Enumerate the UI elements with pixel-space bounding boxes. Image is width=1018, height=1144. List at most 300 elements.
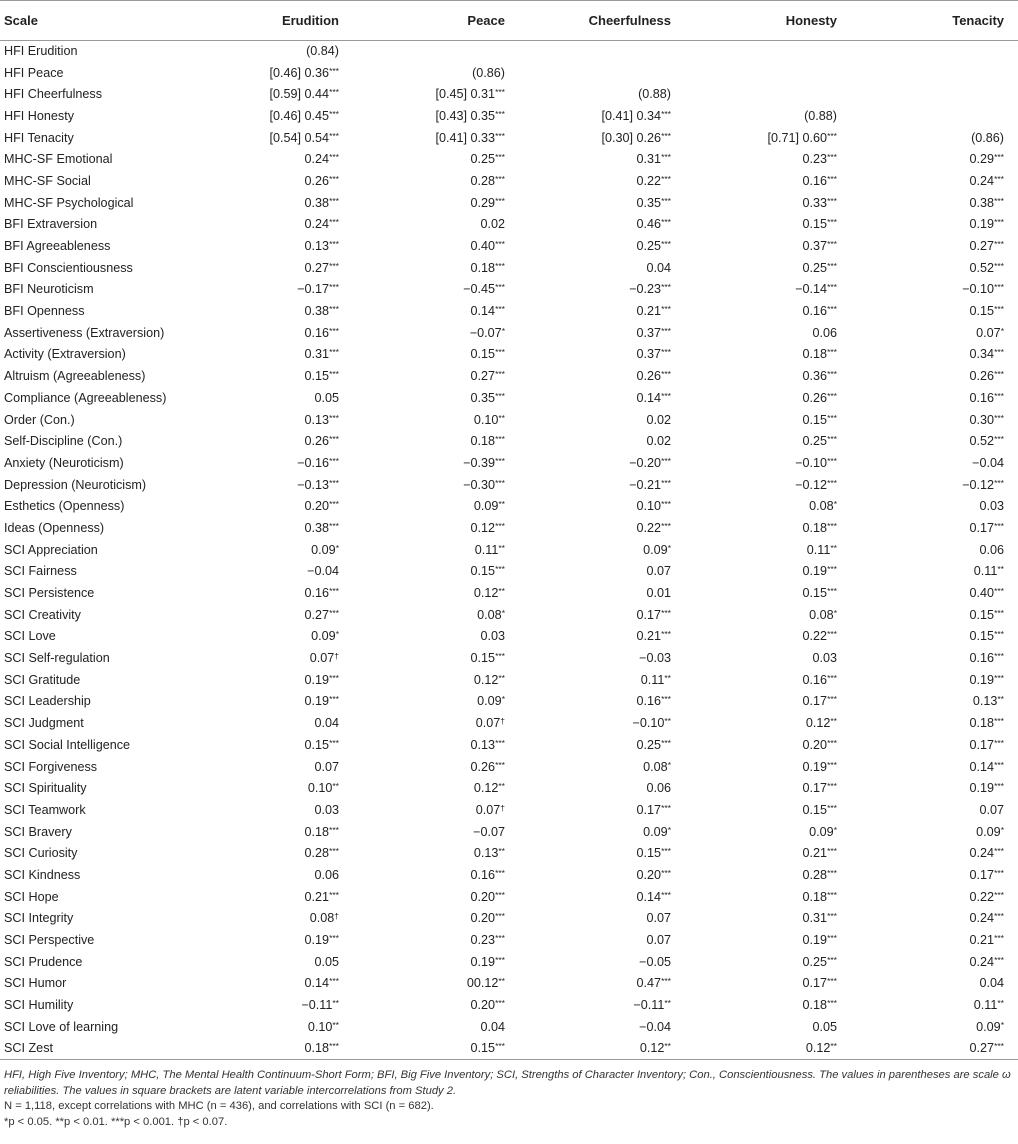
row-label: SCI Forgiveness — [4, 759, 98, 774]
table-cell: 00.12** — [466, 976, 505, 991]
table-cell: 0.46*** — [636, 217, 671, 232]
table-cell: −0.23*** — [629, 282, 671, 297]
row-label: BFI Agreeableness — [4, 239, 111, 254]
table-row — [0, 626, 1018, 648]
row-label: Compliance (Agreeableness) — [4, 390, 167, 405]
table-row — [0, 388, 1018, 410]
significance-mark: *** — [827, 672, 837, 683]
table-cell: 0.04 — [646, 260, 671, 275]
table-cell: 0.38*** — [304, 304, 339, 319]
table-cell: 0.07† — [475, 802, 505, 817]
row-label: BFI Extraversion — [4, 217, 98, 232]
significance-mark: *** — [827, 933, 837, 944]
significance-mark: *** — [661, 108, 671, 119]
header-honesty: Honesty — [685, 1, 851, 41]
table-cell — [685, 41, 851, 63]
table-cell: 0.27*** — [304, 260, 339, 275]
table-cell: 0.18*** — [802, 520, 837, 535]
significance-mark: *** — [329, 499, 339, 510]
table-cell: 0.15*** — [802, 586, 837, 601]
table-cell: 0.06 — [314, 867, 339, 882]
significance-mark: *** — [661, 499, 671, 510]
table-cell — [353, 41, 519, 63]
significance-mark: ** — [664, 716, 671, 727]
table-cell: 0.03 — [314, 802, 339, 817]
table-cell: 0.13** — [972, 694, 1004, 709]
table-row — [0, 344, 1018, 366]
table-cell: 0.15*** — [304, 369, 339, 384]
significance-mark: ** — [830, 542, 837, 553]
table-cell: 0.24*** — [969, 173, 1004, 188]
table-cell: 0.19*** — [969, 217, 1004, 232]
table-cell: 0.22*** — [969, 889, 1004, 904]
row-label: SCI Gratitude — [4, 672, 81, 687]
significance-mark: *** — [329, 607, 339, 618]
table-cell: 0.15*** — [304, 737, 339, 752]
table-cell: [0.46] 0.45*** — [269, 108, 339, 123]
table-cell: 0.15*** — [969, 629, 1004, 644]
significance-mark: * — [833, 499, 837, 510]
table-cell: 0.18*** — [470, 260, 505, 275]
significance-mark: *** — [994, 651, 1004, 662]
significance-mark: *** — [329, 65, 339, 76]
significance-mark: *** — [661, 217, 671, 228]
table-cell: 0.09* — [477, 694, 505, 709]
significance-mark: *** — [495, 455, 505, 466]
table-cell: 0.18*** — [304, 824, 339, 839]
table-cell: 0.08† — [309, 911, 339, 926]
significance-mark: *** — [495, 152, 505, 163]
row-label: MHC-SF Psychological — [4, 195, 134, 210]
table-cell: −0.21*** — [629, 477, 671, 492]
row-label: HFI Peace — [4, 65, 64, 80]
row-label: SCI Judgment — [4, 716, 84, 731]
table-cell: 0.09* — [311, 629, 339, 644]
table-cell: 0.12** — [805, 716, 837, 731]
significance-mark: *** — [329, 455, 339, 466]
table-cell: −0.39*** — [463, 455, 505, 470]
table-cell: 0.35*** — [470, 390, 505, 405]
significance-mark: ** — [997, 564, 1004, 575]
significance-mark: ** — [664, 1041, 671, 1052]
significance-mark: *** — [661, 976, 671, 987]
table-cell: 0.09* — [311, 542, 339, 557]
row-label: BFI Neuroticism — [4, 282, 94, 297]
significance-mark: *** — [329, 737, 339, 748]
table-cell: 0.25*** — [802, 954, 837, 969]
significance-mark: *** — [661, 694, 671, 705]
table-cell: −0.17*** — [297, 282, 339, 297]
table-cell: 0.07† — [475, 716, 505, 731]
table-cell: 0.17*** — [969, 867, 1004, 882]
table-row — [0, 236, 1018, 258]
significance-mark: *** — [994, 737, 1004, 748]
table-cell — [851, 62, 1018, 84]
significance-mark: *** — [495, 87, 505, 98]
significance-mark: *** — [827, 954, 837, 965]
significance-mark: *** — [994, 629, 1004, 640]
significance-mark: *** — [994, 933, 1004, 944]
table-cell: 0.24*** — [969, 954, 1004, 969]
table-cell: 0.35*** — [636, 195, 671, 210]
table-cell: 0.16*** — [636, 694, 671, 709]
header-tenacity: Tenacity — [851, 1, 1018, 41]
significance-mark: *** — [994, 390, 1004, 401]
significance-mark: *** — [661, 846, 671, 857]
significance-mark: *** — [329, 412, 339, 423]
table-cell: (0.88) — [804, 108, 837, 123]
significance-mark: *** — [994, 412, 1004, 423]
significance-mark: *** — [994, 195, 1004, 206]
significance-mark: *** — [661, 629, 671, 640]
row-label: SCI Creativity — [4, 607, 81, 622]
significance-mark: *** — [329, 217, 339, 228]
table-cell: 0.31*** — [802, 911, 837, 926]
table-cell: 0.37*** — [636, 325, 671, 340]
row-label: Anxiety (Neuroticism) — [4, 455, 124, 470]
table-cell: [0.54] 0.54*** — [269, 130, 339, 145]
table-cell: 0.15*** — [353, 1038, 519, 1060]
table-cell: −0.10*** — [962, 282, 1004, 297]
table-cell: 0.20*** — [470, 911, 505, 926]
table-cell: 0.16*** — [304, 586, 339, 601]
table-cell: 0.04 — [314, 716, 339, 731]
significance-mark: ** — [498, 499, 505, 510]
table-cell: 0.20*** — [802, 737, 837, 752]
table-row — [0, 366, 1018, 388]
table-cell: 0.16*** — [470, 867, 505, 882]
significance-mark: *** — [329, 152, 339, 163]
significance-mark: *** — [495, 130, 505, 141]
row-label: SCI Teamwork — [4, 802, 86, 817]
table-cell — [685, 84, 851, 106]
significance-mark: *** — [827, 846, 837, 857]
table-row — [0, 171, 1018, 193]
table-cell: 0.25*** — [636, 239, 671, 254]
table-row — [0, 322, 1018, 344]
table-cell: 0.03 — [480, 629, 505, 644]
table-cell: 0.06 — [979, 542, 1004, 557]
significance-mark: *** — [827, 694, 837, 705]
table-cell: 0.15*** — [969, 607, 1004, 622]
significance-mark: *** — [495, 195, 505, 206]
table-cell: (0.86) — [472, 65, 505, 80]
table-cell: 0.27*** — [304, 607, 339, 622]
row-label: Self-Discipline (Con.) — [4, 434, 123, 449]
table-cell: 0.16*** — [802, 173, 837, 188]
table-cell: 0.15*** — [636, 846, 671, 861]
significance-mark: *** — [661, 455, 671, 466]
table-notes — [0, 1068, 1018, 1130]
significance-mark: *** — [495, 304, 505, 315]
table-row — [0, 778, 1018, 800]
table-cell: 0.21*** — [636, 304, 671, 319]
header-erudition: Erudition — [249, 1, 353, 41]
row-label: Depression (Neuroticism) — [4, 477, 147, 492]
significance-mark: ** — [498, 976, 505, 987]
table-cell: 0.19*** — [304, 694, 339, 709]
row-label: Esthetics (Openness) — [4, 499, 125, 514]
table-cell: 0.05 — [314, 954, 339, 969]
table-cell: 0.19*** — [304, 672, 339, 687]
table-row — [0, 279, 1018, 301]
row-label: SCI Zest — [0, 1038, 249, 1060]
significance-mark: *** — [495, 1041, 505, 1052]
table-cell: 0.22*** — [802, 629, 837, 644]
significance-mark: *** — [827, 217, 837, 228]
significance-mark: *** — [495, 347, 505, 358]
table-cell: 0.19*** — [470, 954, 505, 969]
significance-mark: *** — [827, 802, 837, 813]
row-label: SCI Self-regulation — [4, 651, 110, 666]
significance-mark: *** — [329, 347, 339, 358]
row-label: HFI Honesty — [4, 108, 74, 123]
table-cell: (0.86) — [971, 130, 1004, 145]
significance-mark: *** — [329, 889, 339, 900]
table-row — [0, 583, 1018, 605]
table-cell: [0.30] 0.26*** — [601, 130, 671, 145]
significance-mark: *** — [661, 390, 671, 401]
significance-mark: *** — [661, 195, 671, 206]
note-significance: *p < 0.05. **p < 0.01. ***p < 0.001. †p < 0.07. — [4, 1115, 228, 1128]
significance-mark: *** — [661, 369, 671, 380]
table-cell: 0.16*** — [969, 390, 1004, 405]
significance-mark: *** — [495, 108, 505, 119]
row-label: Assertiveness (Extraversion) — [4, 325, 165, 340]
table-cell: 0.25*** — [802, 260, 837, 275]
table-cell: −0.04 — [972, 455, 1004, 470]
table-cell: 0.40*** — [969, 586, 1004, 601]
table-cell: 0.09* — [809, 824, 837, 839]
significance-mark: * — [335, 542, 339, 553]
table-row — [0, 908, 1018, 930]
significance-mark: * — [501, 607, 505, 618]
row-label: SCI Bravery — [4, 824, 72, 839]
table-cell: (0.88) — [638, 87, 671, 102]
significance-mark: *** — [994, 716, 1004, 727]
significance-mark: *** — [827, 152, 837, 163]
table-cell: −0.07 — [473, 824, 505, 839]
significance-mark: *** — [994, 911, 1004, 922]
table-cell: 0.08* — [809, 607, 837, 622]
table-cell: [0.71] 0.60*** — [767, 130, 837, 145]
table-row — [0, 735, 1018, 757]
table-cell: 0.02 — [480, 217, 505, 232]
table-row — [0, 431, 1018, 453]
significance-mark: * — [335, 629, 339, 640]
significance-mark: *** — [661, 607, 671, 618]
table-cell: −0.12*** — [962, 477, 1004, 492]
significance-mark: *** — [329, 846, 339, 857]
significance-mark: * — [501, 694, 505, 705]
table-cell: 0.03 — [979, 499, 1004, 514]
significance-mark: * — [1000, 824, 1004, 835]
table-row — [0, 41, 1018, 63]
table-cell: 0.15*** — [802, 217, 837, 232]
table-cell: 0.15*** — [969, 304, 1004, 319]
table-cell: 0.22*** — [636, 173, 671, 188]
table-cell: 0.09* — [976, 1019, 1004, 1034]
table-cell: 0.07† — [309, 651, 339, 666]
table-cell: 0.18*** — [802, 889, 837, 904]
table-cell: 0.17*** — [969, 520, 1004, 535]
table-cell: 0.10*** — [636, 499, 671, 514]
significance-mark: ** — [332, 998, 339, 1009]
table-cell: 0.31*** — [636, 152, 671, 167]
table-cell: 0.27*** — [851, 1038, 1018, 1060]
row-label: Ideas (Openness) — [4, 520, 105, 535]
table-row — [0, 604, 1018, 626]
table-cell: −0.12*** — [795, 477, 837, 492]
significance-mark: *** — [661, 304, 671, 315]
table-cell: −0.13*** — [297, 477, 339, 492]
significance-mark: ** — [498, 781, 505, 792]
significance-mark: *** — [661, 889, 671, 900]
table-cell: 0.24*** — [969, 846, 1004, 861]
table-row — [0, 561, 1018, 583]
table-cell: 0.25*** — [636, 737, 671, 752]
row-label: SCI Perspective — [4, 933, 95, 948]
table-row — [0, 843, 1018, 865]
significance-mark: *** — [994, 282, 1004, 293]
significance-mark: *** — [827, 455, 837, 466]
significance-mark: † — [334, 911, 339, 922]
significance-mark: *** — [827, 737, 837, 748]
table-cell: −0.45*** — [463, 282, 505, 297]
significance-mark: *** — [495, 759, 505, 770]
significance-mark: *** — [495, 477, 505, 488]
table-row — [0, 127, 1018, 149]
table-cell: 0.08* — [477, 607, 505, 622]
table-cell: 0.16*** — [969, 651, 1004, 666]
table-cell: 0.15*** — [802, 412, 837, 427]
table-cell: 0.22*** — [636, 520, 671, 535]
table-cell: 0.16*** — [802, 672, 837, 687]
table-row — [0, 865, 1018, 887]
table-cell: (0.84) — [306, 44, 339, 59]
table-cell: 0.38*** — [304, 520, 339, 535]
table-row — [0, 62, 1018, 84]
table-cell: 0.52*** — [969, 434, 1004, 449]
row-label: Altruism (Agreeableness) — [4, 369, 146, 384]
significance-mark: ** — [332, 781, 339, 792]
significance-mark: *** — [827, 130, 837, 141]
table-cell: 0.28*** — [304, 846, 339, 861]
table-cell: 0.34*** — [969, 347, 1004, 362]
table-cell: 0.13*** — [470, 737, 505, 752]
significance-mark: *** — [827, 282, 837, 293]
significance-mark: *** — [827, 390, 837, 401]
significance-mark: *** — [661, 152, 671, 163]
significance-mark: ** — [997, 998, 1004, 1009]
table-row — [0, 800, 1018, 822]
row-label: SCI Spirituality — [4, 781, 87, 796]
table-cell: 0.12*** — [470, 520, 505, 535]
table-cell: 0.09* — [643, 542, 671, 557]
row-label: SCI Integrity — [4, 911, 74, 926]
table-row — [0, 756, 1018, 778]
table-cell: 0.19*** — [969, 781, 1004, 796]
row-label: SCI Love of learning — [4, 1019, 119, 1034]
table-cell: 0.17*** — [802, 976, 837, 991]
row-label: SCI Curiosity — [4, 846, 78, 861]
significance-mark: * — [833, 824, 837, 835]
table-header — [0, 1, 1018, 41]
row-label: HFI Erudition — [4, 44, 78, 59]
significance-mark: *** — [827, 520, 837, 531]
table-cell: [0.41] 0.33*** — [435, 130, 505, 145]
row-label: SCI Humility — [4, 998, 74, 1013]
table-cell: 0.11** — [640, 672, 671, 687]
table-cell: 0.21*** — [802, 846, 837, 861]
table-cell: 0.15*** — [470, 651, 505, 666]
table-cell: 0.18*** — [802, 998, 837, 1013]
significance-mark: *** — [827, 911, 837, 922]
table-cell: −0.10** — [632, 716, 671, 731]
table-cell: [0.46] 0.36*** — [269, 65, 339, 80]
table-cell: 0.11** — [806, 542, 837, 557]
header-peace: Peace — [353, 1, 519, 41]
table-cell: 0.38*** — [304, 195, 339, 210]
significance-mark: *** — [661, 867, 671, 878]
table-cell: 0.14*** — [636, 390, 671, 405]
table-cell: 0.19*** — [802, 759, 837, 774]
significance-mark: *** — [827, 260, 837, 271]
significance-mark: *** — [994, 889, 1004, 900]
table-cell: 0.09** — [473, 499, 505, 514]
table-row — [0, 106, 1018, 128]
table-row — [0, 301, 1018, 323]
significance-mark: *** — [827, 173, 837, 184]
significance-mark: *** — [827, 998, 837, 1009]
significance-mark: *** — [495, 434, 505, 445]
significance-mark: *** — [994, 239, 1004, 250]
table-row — [0, 1016, 1018, 1038]
table-cell: 0.14*** — [470, 304, 505, 319]
significance-mark: *** — [827, 347, 837, 358]
significance-mark: * — [1000, 1019, 1004, 1030]
table-cell: 0.17*** — [636, 802, 671, 817]
table-cell: 0.19*** — [802, 933, 837, 948]
significance-mark: *** — [661, 520, 671, 531]
significance-mark: ** — [830, 1041, 837, 1052]
significance-mark: *** — [994, 1041, 1004, 1052]
significance-mark: ** — [498, 542, 505, 553]
significance-mark: * — [667, 542, 671, 553]
table-cell: 0.20*** — [304, 499, 339, 514]
significance-mark: *** — [329, 325, 339, 336]
table-cell: 0.19*** — [802, 564, 837, 579]
table-cell: 0.25*** — [802, 434, 837, 449]
table-row — [0, 149, 1018, 171]
significance-mark: ** — [498, 412, 505, 423]
table-cell: −0.07* — [469, 325, 505, 340]
table-row — [0, 973, 1018, 995]
table-row — [0, 214, 1018, 236]
significance-mark: * — [667, 824, 671, 835]
table-cell: 0.05 — [314, 390, 339, 405]
table-cell: −0.04 — [307, 564, 339, 579]
table-cell: 0.02 — [646, 412, 671, 427]
significance-mark: *** — [329, 108, 339, 119]
table-cell: 0.14*** — [636, 889, 671, 904]
significance-mark: *** — [994, 672, 1004, 683]
table-row — [0, 518, 1018, 540]
table-cell: 0.36*** — [802, 369, 837, 384]
row-label: Activity (Extraversion) — [4, 347, 126, 362]
significance-mark: *** — [661, 347, 671, 358]
table-cell: −0.11** — [301, 998, 339, 1013]
